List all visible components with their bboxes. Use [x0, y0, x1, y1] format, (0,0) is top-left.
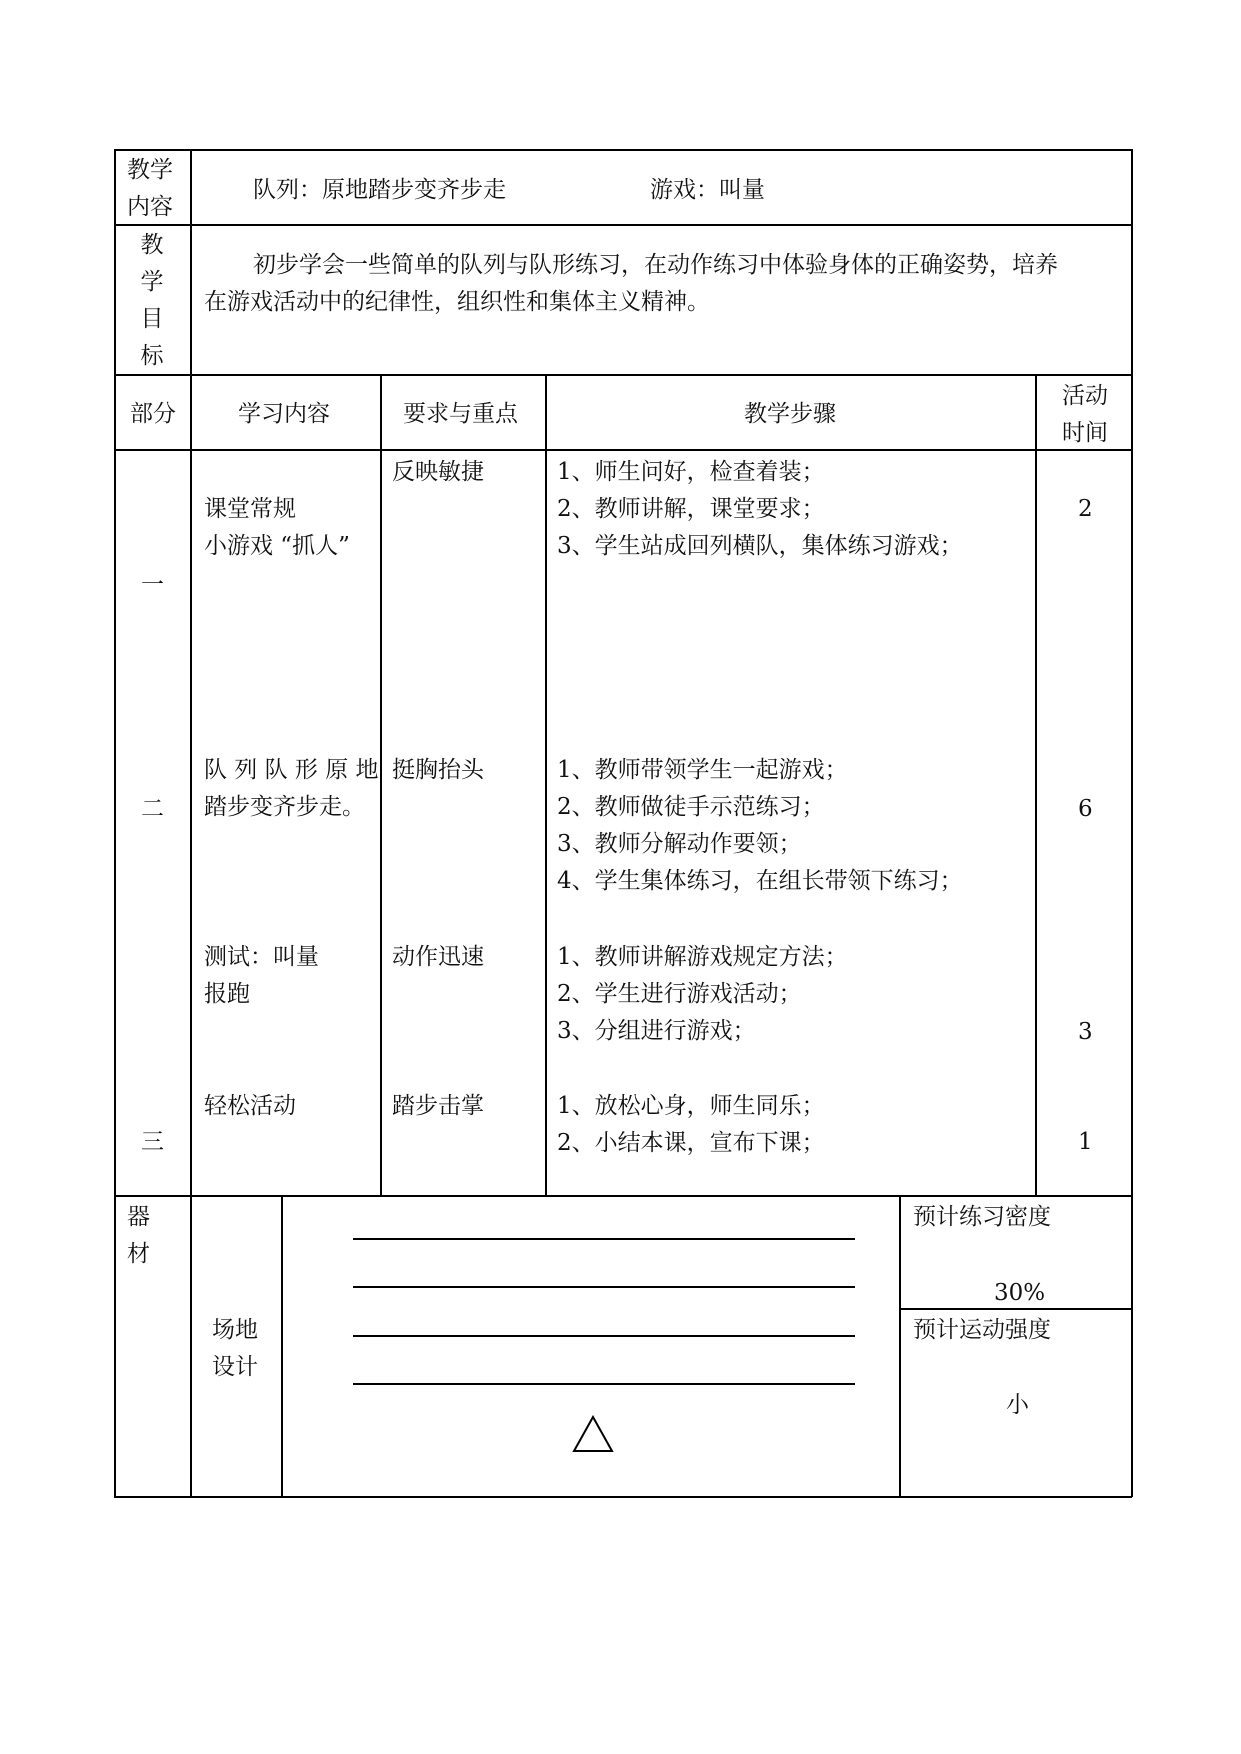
- list-item: 2、小结本课，宣布下课；: [557, 1130, 825, 1156]
- section-1-requirement: 反映敏捷: [392, 459, 484, 485]
- list-item: 2、学生进行游戏活动；: [557, 981, 802, 1007]
- section-1-steps: [557, 454, 963, 565]
- section-2-part: 二: [141, 796, 164, 822]
- list-item: 1、师生问好，检查着装；: [557, 459, 825, 485]
- section-2-time: 6: [1078, 796, 1093, 822]
- section-3-requirement: 动作迅速: [392, 944, 484, 970]
- list-item: 1、放松心身，师生同乐；: [557, 1093, 825, 1119]
- col-header-content: 学习内容: [238, 401, 330, 427]
- rule-after-content: [114, 224, 1132, 226]
- objective-label: 教 学 目 标: [140, 232, 164, 369]
- rule-bottom: [114, 1496, 1132, 1498]
- site-line: [353, 1335, 855, 1337]
- section-2-content: 队 列 队 形 原 地 踏步变齐步走。: [204, 757, 379, 820]
- rule-after-objective: [114, 374, 1132, 376]
- section-1-part: 一: [141, 572, 164, 598]
- rule-after-header: [114, 449, 1132, 451]
- rule-stats-col: [899, 1195, 901, 1497]
- section-1-time: 2: [1078, 496, 1093, 522]
- equipment-label: 器 材: [127, 1204, 150, 1267]
- list-item: 2、教师讲解，课堂要求；: [557, 496, 825, 522]
- section-1-content: 课堂常规 小游戏 “抓人”: [204, 496, 350, 559]
- objective-text: 初步学会一些简单的队列与队形练习，在动作练习中体验身体的正确姿势，培养 在游戏活动中的纪律性，组织性和集体主义精神。: [204, 252, 1058, 315]
- section-4-part: 三: [141, 1129, 164, 1155]
- section-4-content: 轻松活动: [204, 1093, 296, 1119]
- section-3-steps: [557, 939, 848, 1050]
- list-item: 3、学生站成回列横队，集体练习游戏；: [557, 533, 963, 559]
- density-value: 30%: [994, 1280, 1046, 1306]
- site-label: 场地 设计: [212, 1317, 258, 1380]
- intensity-value: 小: [1006, 1392, 1029, 1418]
- triangle-icon: [572, 1415, 614, 1453]
- section-4-time: 1: [1078, 1129, 1093, 1155]
- rule-right: [1131, 149, 1133, 1497]
- col-header-time: 活动 时间: [1062, 383, 1108, 446]
- col-header-requirements: 要求与重点: [403, 401, 518, 427]
- rule-after-body: [114, 1195, 1132, 1197]
- rule-time-col: [1035, 374, 1037, 1196]
- rule-site-col: [281, 1195, 283, 1497]
- content-item-game: 游戏：叫量: [650, 177, 765, 203]
- list-item: 1、教师带领学生一起游戏；: [557, 757, 848, 783]
- site-line: [353, 1286, 855, 1288]
- list-item: 3、教师分解动作要领；: [557, 831, 802, 857]
- section-2-requirement: 挺胸抬头: [392, 757, 484, 783]
- rule-label-col: [190, 149, 192, 1497]
- intensity-label: 预计运动强度: [913, 1317, 1051, 1343]
- density-label: 预计练习密度: [913, 1204, 1051, 1230]
- col-header-part: 部分: [130, 401, 176, 427]
- list-item: 1、教师讲解游戏规定方法；: [557, 944, 848, 970]
- site-line: [353, 1383, 855, 1385]
- content-item-formation: 队列：原地踏步变齐步走: [253, 177, 506, 203]
- rule-content-col: [380, 374, 382, 1196]
- col-header-steps: 教学步骤: [744, 401, 836, 427]
- rule-top: [114, 149, 1132, 151]
- section-3-content: 测试：叫量 报跑: [204, 944, 319, 1007]
- rule-left: [114, 149, 116, 1497]
- content-label: 教学 内容: [127, 157, 173, 220]
- list-item: 4、学生集体练习，在组长带领下练习；: [557, 868, 963, 894]
- section-4-requirement: 踏步击掌: [392, 1093, 484, 1119]
- section-4-steps: [557, 1088, 825, 1162]
- rule-req-col: [545, 374, 547, 1196]
- list-item: 3、分组进行游戏；: [557, 1018, 756, 1044]
- section-2-steps: [557, 752, 963, 900]
- list-item: 2、教师做徒手示范练习；: [557, 794, 825, 820]
- site-line: [353, 1238, 855, 1240]
- section-3-time: 3: [1078, 1019, 1093, 1045]
